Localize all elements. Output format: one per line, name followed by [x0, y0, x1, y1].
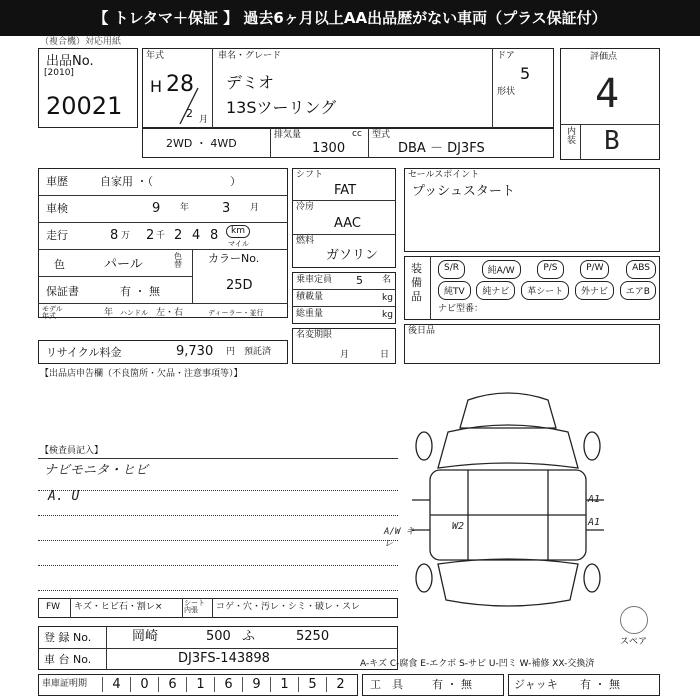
model-label: 型式	[372, 130, 391, 140]
sales-label: セールスポイント	[408, 170, 480, 180]
defects-label: 【出品店申告欄（不良箇所・欠品・注意事項等）】	[40, 369, 243, 379]
color-value: パール	[104, 257, 143, 272]
inspection-month: 3	[222, 201, 231, 216]
diagram-a1-side: A1	[588, 517, 601, 528]
era-year: 28	[166, 72, 194, 97]
car-label: 車名・グレード	[218, 51, 282, 61]
color-no-label: カラーNo.	[208, 252, 260, 265]
equipment-item: P/W	[580, 260, 609, 279]
paper-note: （複合機）対応用紙	[40, 37, 122, 47]
recycle-unit: 円	[226, 347, 236, 357]
warranty-label: 保証書	[46, 285, 79, 298]
cert-digit: 1	[186, 677, 214, 692]
recycle-note: 預託済	[244, 347, 272, 357]
diagram-hood	[438, 425, 578, 468]
wheel-fr	[584, 432, 600, 460]
tools-value: 有 ・ 無	[432, 678, 472, 691]
name-change-day: 日	[380, 350, 390, 360]
diagram-w2: W2	[452, 521, 465, 532]
jack-value: 有 ・ 無	[580, 678, 620, 691]
equipment-item: 革シート	[521, 281, 569, 300]
spare-tire-icon	[620, 606, 648, 634]
mileage-u2: 千	[156, 231, 166, 241]
era-letter: H	[150, 77, 163, 96]
history-value: 自家用 ・（ ）	[100, 175, 241, 188]
lot-year-tag: [2010]	[44, 68, 74, 78]
inspection-year-unit: 年	[180, 203, 190, 213]
registration-number: 5250	[296, 629, 330, 644]
model-value: DBA － DJ3FS	[398, 141, 485, 156]
diagram-a1-front: A1	[588, 494, 601, 505]
mileage-u1: 万	[121, 231, 131, 241]
interior-value: B	[604, 126, 620, 156]
lot-number: 20021	[46, 92, 123, 120]
mileage-d3: 2	[174, 228, 183, 243]
diagram-note-left: A/W キレ	[384, 527, 415, 549]
interior-label: 内装	[567, 127, 577, 146]
shift-label: シフト	[296, 170, 324, 180]
capacity-unit: 名	[382, 275, 392, 285]
warranty-value: 有 ・ 無	[120, 285, 160, 298]
score-label: 評価点	[590, 52, 618, 62]
registration-kana: ふ	[242, 629, 256, 644]
mileage-d4: 4	[192, 228, 201, 243]
equipment-row-2	[438, 281, 656, 300]
spare-label: スペア	[620, 637, 648, 647]
cert-digit: 6	[158, 677, 186, 692]
inspection-year: 9	[152, 201, 161, 216]
cert-digit: 0	[130, 677, 158, 692]
color-repaint: 色替	[174, 252, 182, 269]
cert-digit: 9	[242, 677, 270, 692]
fuel-value: ガソリン	[326, 248, 379, 263]
delivery-label: 後日品	[408, 326, 436, 336]
inspector-label: 【検査員記入】	[40, 446, 104, 456]
name-change-label: 名変期限	[296, 330, 333, 340]
equipment-item: エアB	[620, 281, 656, 300]
mileage-unit2: マイル	[228, 240, 249, 248]
model-year-label: モデル年式	[42, 305, 63, 320]
load-label: 積載量	[296, 292, 324, 302]
handle-label: ハンドル	[120, 309, 148, 317]
cert-digit: 5	[298, 677, 326, 692]
equipment-row-1	[438, 260, 656, 279]
registration-place: 岡崎	[132, 629, 159, 644]
dealer-label: ディーラー・並行	[208, 309, 264, 317]
mileage-unit: km	[226, 225, 250, 238]
equipment-item: 純TV	[438, 281, 471, 300]
shift-value: FAT	[334, 183, 357, 198]
navi-model-label: ナビ型番：	[438, 304, 484, 314]
inspector-line2: A. U	[48, 489, 80, 504]
cert-digit: 1	[270, 677, 298, 692]
car-name: デミオ	[226, 73, 275, 92]
inspection-month-unit: 月	[250, 203, 260, 213]
cert-label: 車庫証明期	[42, 679, 88, 689]
shape-label: 形状	[497, 87, 516, 97]
equipment-item: 純A/W	[482, 260, 521, 279]
capacity-label: 乗車定員	[296, 275, 333, 285]
displacement-value: 1300	[312, 141, 346, 156]
recycle-label: リサイクル料金	[46, 346, 122, 359]
aircon-value: AAC	[334, 216, 361, 231]
equipment-item: S/R	[438, 260, 465, 279]
delivery-box	[404, 324, 660, 364]
equipment-item: ABS	[626, 260, 656, 279]
equipment-item: P/S	[537, 260, 563, 279]
wheel-rl	[416, 564, 432, 592]
era-month-unit: 月	[199, 115, 209, 125]
inspection-label: 車検	[46, 202, 68, 215]
load-unit: kg	[382, 293, 393, 303]
doors-label: ドア	[497, 51, 515, 61]
jack-label: ジャッキ	[514, 678, 558, 691]
drive-options: 2WD ・ 4WD	[166, 137, 237, 150]
cert-digits	[102, 677, 354, 692]
tools-label: 工 具	[370, 678, 403, 691]
car-grade: 13Sツーリング	[226, 98, 337, 117]
mileage-label: 走行	[46, 229, 68, 242]
wheel-rr	[584, 564, 600, 592]
doors-value: 5	[520, 64, 531, 83]
chassis-value: DJ3FS-143898	[178, 651, 270, 666]
registration-class: 500	[206, 629, 231, 644]
name-change-month: 月	[340, 350, 350, 360]
equipment-item: 純ナビ	[476, 281, 515, 300]
era-label: 年式	[146, 51, 165, 61]
score-value: 4	[595, 71, 620, 117]
equipment-label: 装備品	[411, 262, 422, 303]
mileage-d5: 8	[210, 228, 219, 243]
model-year-unit: 年	[104, 308, 114, 318]
mileage-d2: 2	[146, 228, 155, 243]
inspector-line1: ナビモニタ・ヒビ	[44, 463, 149, 478]
cert-digit: 4	[102, 677, 130, 692]
diagram-roof-front	[460, 393, 556, 428]
code-fw-desc: キズ・ヒビ石・割レ×	[74, 602, 163, 612]
displacement-label: 排気量	[274, 130, 302, 140]
lot-label: 出品No.	[46, 54, 94, 69]
handle-value: 左・右	[156, 308, 184, 318]
recycle-value: 9,730	[176, 344, 214, 359]
color-no-value: 25D	[226, 278, 253, 293]
capacity-value: 5	[356, 274, 363, 287]
header-banner	[0, 0, 700, 36]
code-fw: FW	[46, 602, 61, 612]
color-label: 色	[54, 258, 65, 271]
displacement-unit: cc	[352, 129, 362, 139]
registration-label: 登 録 No.	[44, 631, 92, 644]
code-seat: シート内張	[184, 599, 205, 614]
weight-label: 総重量	[296, 309, 324, 319]
sales-box	[404, 168, 660, 252]
fuel-label: 燃料	[296, 236, 315, 246]
mileage-d1: 8	[110, 228, 119, 243]
era-month: 2	[186, 107, 193, 120]
car-diagram	[408, 388, 608, 620]
sales-value: プッシュスタート	[412, 184, 515, 199]
diagram-trunk	[438, 559, 578, 606]
legend: A-キズ C-腐食 E-エクボ S-サビ U-凹ミ W-補修 XX-交換済	[360, 659, 595, 669]
history-label: 車歴	[46, 175, 68, 188]
aircon-label: 冷房	[296, 202, 315, 212]
weight-unit: kg	[382, 310, 393, 320]
cert-digit: 6	[214, 677, 242, 692]
equipment-item: 外ナビ	[575, 281, 614, 300]
banner-title: 【 トレタマ＋保証 】 過去6ヶ月以上AA出品歴がない車両（プラス保証付）	[93, 8, 607, 27]
wheel-fl	[416, 432, 432, 460]
cert-digit: 2	[326, 677, 354, 692]
defects-area	[38, 380, 398, 438]
code-seat-desc: コゲ・穴・汚レ・シミ・破レ・スレ	[216, 602, 361, 612]
chassis-label: 車 台 No.	[44, 653, 92, 666]
